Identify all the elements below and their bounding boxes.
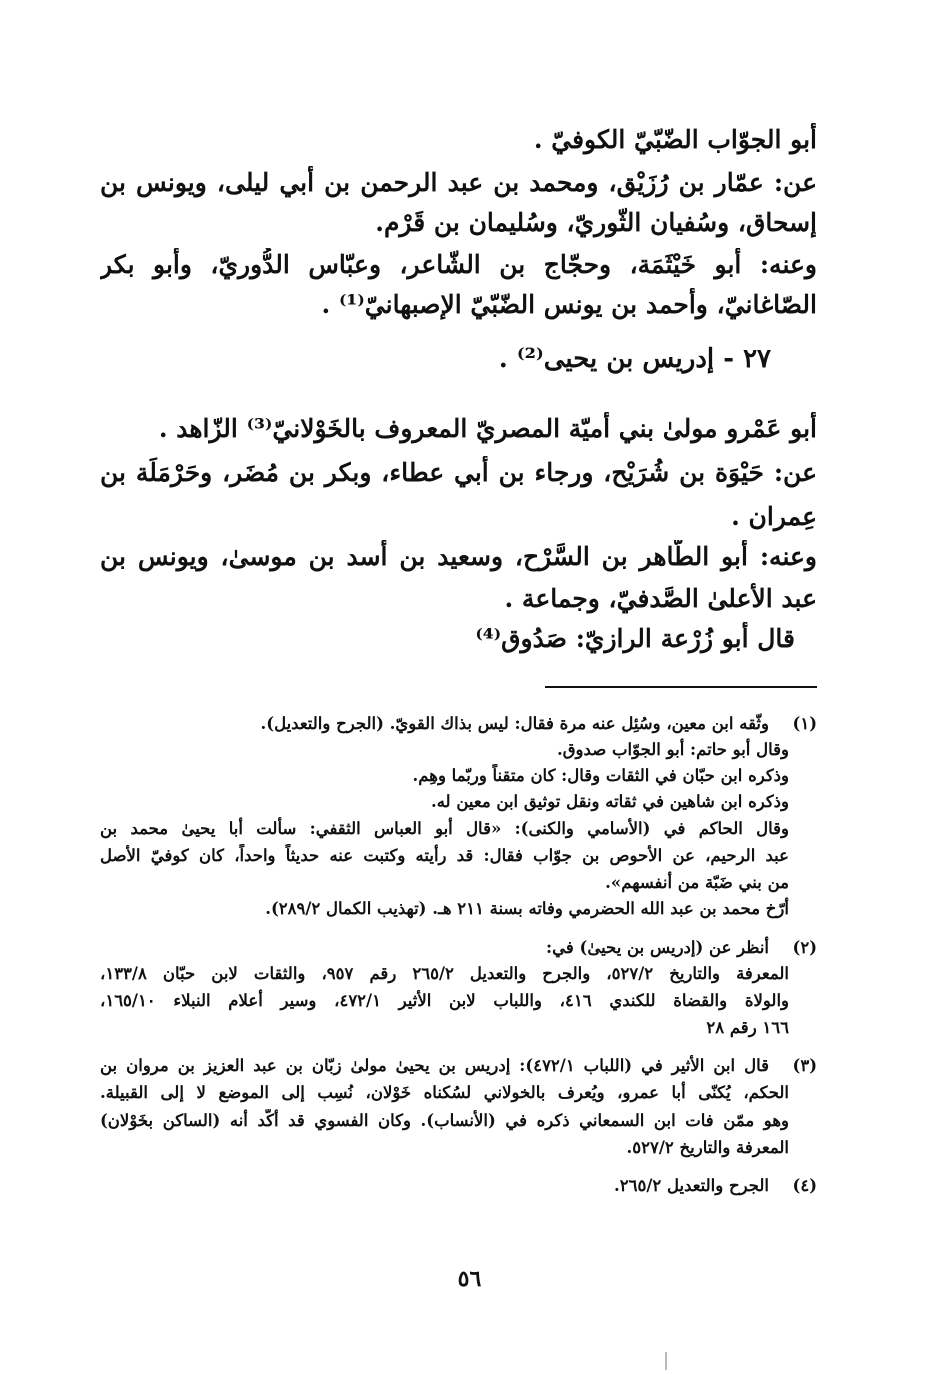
footnote-1-line: عبد الرحيم، عن الأحوص بن جوّاب فقال: قد رأيته وكتبت عنه حديثاً واحداً، كان كوفيّ الأصل: [100, 846, 789, 865]
entry-26-students-line-cont: الصّاغانيّ، وأحمد بن يونس الضّبّيّ الإصبهانيّ⁽¹⁾ .: [321, 290, 817, 319]
scan-artifact: [665, 1352, 667, 1370]
footnote-1-line: وقال أبو حاتم: أبو الجوّاب صدوق.: [557, 740, 789, 759]
footnote-2-line: والولاة والقضاة للكندي ٤١٦، واللباب لابن الأثير ٤٧٢/١، وسير أعلام النبلاء ١٦٥/١٠،: [100, 991, 789, 1010]
footnote-4-line: الجرح والتعديل ٢٦٥/٢.: [613, 1176, 769, 1195]
footnote-1-line: من بني ضَبّة من أنفسهم».: [605, 873, 789, 892]
entry-27-students-line-cont: عبد الأعلىٰ الصَّدفيّ، وجماعة .: [504, 584, 817, 613]
footnote-3-number: (٣): [792, 1056, 817, 1075]
footnote-3-line: الحكم، يُكنّى أبا عمرو، ويُعرف بالخولاني لسُكناه خَوْلان، نُسِب إلى الموضع لا إلى القبيلة.: [100, 1083, 789, 1102]
entry-26-from-line-cont: إسحاق، وسُفيان الثّوريّ، وسُليمان بن قَرْم.: [375, 208, 817, 237]
entry-27-from-line-cont: عِمران .: [731, 502, 817, 531]
footnote-1-line: وذكره ابن شاهين في ثقاته ونقل توثيق ابن معين له.: [430, 792, 789, 811]
entry-27-kunya-line: أبو عَمْرو مولىٰ بني أُميّة المصريّ المعروف بالخَوْلانيّ⁽³⁾ الزّاهد .: [158, 414, 817, 443]
footnote-1-line: وذكره ابن حبّان في الثقات وقال: كان متقناً وربّما وهِم.: [412, 766, 789, 785]
footnote-2-line: المعرفة والتاريخ ٥٢٧/٢، والجرح والتعديل ٢٦٥/٢ رقم ٩٥٧، والثقات لابن حبّان ١٣٣/٨،: [100, 964, 789, 983]
entry-26-kunya-line: أبو الجوّاب الضّبّيّ الكوفيّ .: [533, 125, 817, 154]
footnote-3-line: المعرفة والتاريخ ٥٢٧/٢.: [626, 1138, 789, 1157]
entry-26-students-line: وعنه: أبو خَيْثَمَة، وحجّاج بن الشّاعر، وعبّاس الدُّوريّ، وأبو بكر: [100, 250, 817, 279]
footnote-separator: [545, 686, 817, 688]
footnote-3-line: وهو ممّن فات ابن السمعاني ذكره في (الأنساب). وكان الفسوي قد أكّد أنه (الساكن بخَوْلان): [100, 1111, 789, 1130]
footnote-2-line: ١٦٦ رقم ٢٨: [706, 1018, 789, 1037]
entry-26-from-line: عن: عمّار بن رُزَيْق، ومحمد بن عبد الرحمن بن أبي ليلى، ويونس بن: [100, 168, 817, 197]
footnote-1-line: وثّقه ابن معين، وسُئِل عنه مرة فقال: ليس بذاك القويّ. (الجرح والتعديل).: [260, 714, 769, 733]
footnote-1-line: وقال الحاكم في (الأسامي والكنى): «قال أبو العباس الثقفي: سألت أبا يحيىٰ محمد بن: [100, 819, 789, 838]
entry-27-from-line: عن: حَيْوَة بن شُرَيْح، ورجاء بن أبي عطاء، وبكر بن مُضَر، وحَرْمَلَة بن: [100, 458, 817, 487]
entry-27-grading-line: قال أبو زُرْعة الرازيّ: صَدُوق⁽⁴⁾: [475, 624, 795, 653]
footnote-4-number: (٤): [792, 1176, 817, 1195]
footnote-2-line: أنظر عن (إدريس بن يحيىٰ) في:: [546, 938, 769, 957]
page-number: ٥٦: [457, 1266, 482, 1292]
entry-27-heading: ٢٧ - إدريس بن يحيى⁽²⁾ .: [498, 344, 771, 374]
footnote-1-line: أرّخ محمد بن عبد الله الحضرمي وفاته بسنة ٢١١ هـ. (تهذيب الكمال ٢٨٩/٢).: [265, 899, 789, 918]
footnote-2-number: (٢): [792, 938, 817, 957]
footnote-3-line: قال ابن الأثير في (اللباب ٤٧٢/١): إدريس بن يحيىٰ مولىٰ زبّان بن عبد العزيز بن مروان بن: [100, 1056, 769, 1075]
entry-27-students-line: وعنه: أبو الطّاهر بن السَّرْح، وسعيد بن أسد بن موسىٰ، ويونس بن: [100, 542, 817, 571]
footnote-1-number: (١): [792, 714, 817, 733]
